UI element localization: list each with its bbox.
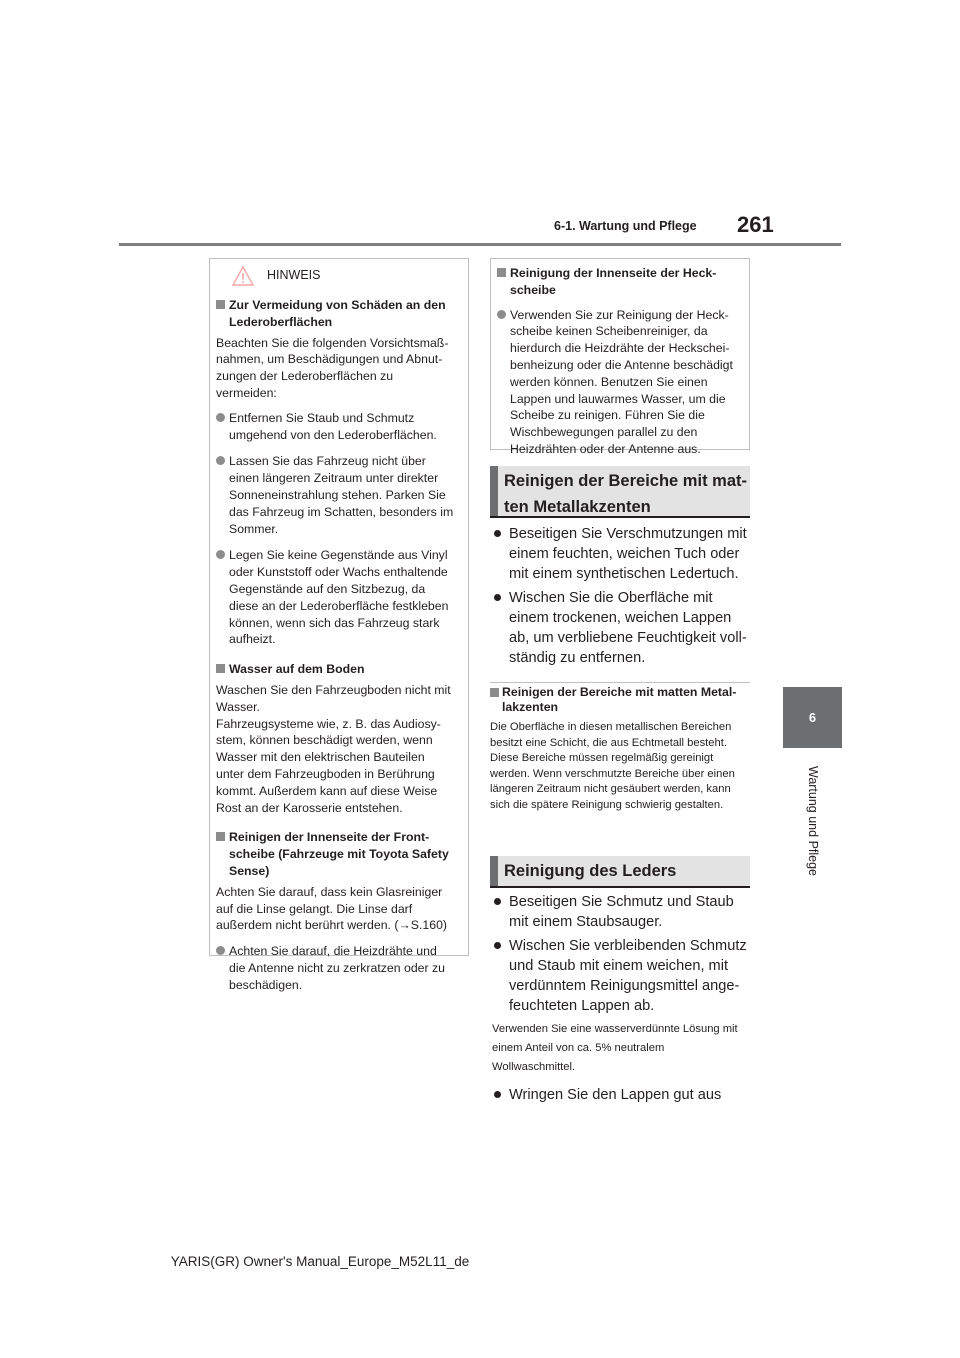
chapter-label-vertical <box>804 756 822 886</box>
footer-manual-id: YARIS(GR) Owner's Manual_Europe_M52L11_de <box>170 1254 470 1269</box>
section-heading-leather: Reinigung des Leders <box>490 856 750 888</box>
leather-bullet-1: Beseitigen Sie Schmutz und Staub mit einem Staubsauger. <box>492 892 750 932</box>
hinweis-s1-paragraph: Beachten Sie die folgenden Vorsichtsmaßnahmen, um Beschädigungen und Abnutzungen der Lederoberflächen zu vermeiden: <box>216 335 449 400</box>
hinweis-s3-paragraph: Achten Sie darauf, dass kein Glasreiniger auf die Linse gelangt. Die Linse darf außerdem nicht berührt werden. (→S.160) <box>216 884 448 933</box>
rear-window-heading: Reinigung der Innenseite der Heckscheibe <box>497 265 739 299</box>
hinweis-s2-paragraph-2: Fahrzeugsysteme wie, z. B. das Audiosystem, können beschädigt werden, wenn Wasser mit den elektrischen Bauteilen unter dem Fahrzeugboden in Berührung kommt. Außerdem kann auf diese Weise Rost an der Karosserie entstehen. <box>216 716 441 815</box>
chapter-number: 6 <box>808 710 817 725</box>
hinweis-s3-bullet-1: Achten Sie darauf, die Heizdrähte und die Antenne nicht zu zerkratzen oder zu beschädigen. <box>216 943 456 993</box>
metal-bullets <box>492 524 750 670</box>
spacer <box>216 816 456 825</box>
metal-bullet-2: Wischen Sie die Oberfläche mit einem trockenen, weichen Lappen ab, um verbliebene Feuchtigkeit vollständig zu entfernen. <box>492 588 750 668</box>
leather-content <box>492 892 750 1107</box>
chapter-label: Wartung und Pflege <box>806 765 820 877</box>
rear-window-box <box>490 258 750 456</box>
section-heading-metal: Reinigen der Bereiche mit matten Metallakzenten <box>490 466 750 518</box>
metal-sub-heading: Reinigen der Bereiche mit matten Metallakzenten <box>490 685 764 715</box>
warning-triangle-icon <box>231 265 255 287</box>
header-rule <box>119 243 841 246</box>
hinweis-s1-bullet-1: Entfernen Sie Staub und Schmutz umgehend von den Lederoberflächen. <box>216 410 456 444</box>
hinweis-box <box>209 258 469 992</box>
spacer <box>216 648 456 657</box>
section-title: 6-1. Wartung und Pflege <box>554 219 697 233</box>
hinweis-header <box>216 263 456 293</box>
hinweis-s1-heading: Zur Vermeidung von Schäden an den Lederoberflächen <box>216 297 456 331</box>
page-number: 261 <box>737 212 774 237</box>
hinweis-s1-bullet-2: Lassen Sie das Fahrzeug nicht über einen längeren Zeitraum unter direkter Sonneneinstrahlung stehen. Parken Sie das Fahrzeug im Schatten, besonders im Sommer. <box>216 453 456 537</box>
leather-bullet-3: Wringen Sie den Lappen gut aus <box>492 1085 750 1105</box>
leather-bullet-2: Wischen Sie verbleibenden Schmutz und Staub mit einem weichen, mit verdünntem Reinigungsmittel angefeuchteten Lappen ab. <box>492 936 750 1016</box>
leather-note: Verwenden Sie eine wasserverdünnte Lösung mit einem Anteil von ca. 5% neutralem Wollwaschmittel. <box>492 1023 738 1073</box>
hinweis-s3-heading: Reinigen der Innenseite der Frontscheibe (Fahrzeuge mit Toyota Safety Sense) <box>216 829 456 879</box>
hinweis-s1-bullet-3: Legen Sie keine Gegenstände aus Vinyl oder Kunststoff oder Wachs enthaltende Gegenstände auf den Sitzbezug, da diese an der Lederoberfläche festkleben können, wenn sich das Fahrzeug stark aufheizt. <box>216 547 456 648</box>
hinweis-s2-heading: Wasser auf dem Boden <box>216 661 456 678</box>
rear-window-bullet: Verwenden Sie zur Reinigung der Heckscheibe keinen Scheibenreiniger, da hierdurch die Heizdrähte der Heckscheibenheizung oder die Antenne beschädigt werden können. Benutzen Sie einen Lappen und lauwarmes Wasser, um die Scheibe zu reinigen. Führen Sie die Wischbewegungen parallel zu den Heizdrähten oder der Antenne aus. <box>497 307 739 458</box>
metal-bullet-1: Beseitigen Sie Verschmutzungen mit einem feuchten, weichen Tuch oder mit einem synthetischen Ledertuch. <box>492 524 750 584</box>
hinweis-s2-paragraph-1: Waschen Sie den Fahrzeugboden nicht mit Wasser. <box>216 682 451 714</box>
chapter-tab <box>783 687 842 748</box>
metal-sub-paragraph: Die Oberfläche in diesen metallischen Bereichen besitzt eine Schicht, die aus Echtmetall besteht. Diese Bereiche müssen regelmäßig gereinigt werden. Wenn verschmutzte Bereiche über einen längeren Zeitraum nicht gesäubert werden, kann sich die spätere Reinigung schwierig gestalten. <box>490 721 735 811</box>
hinweis-title: HINWEIS <box>267 268 321 282</box>
divider <box>490 682 750 683</box>
